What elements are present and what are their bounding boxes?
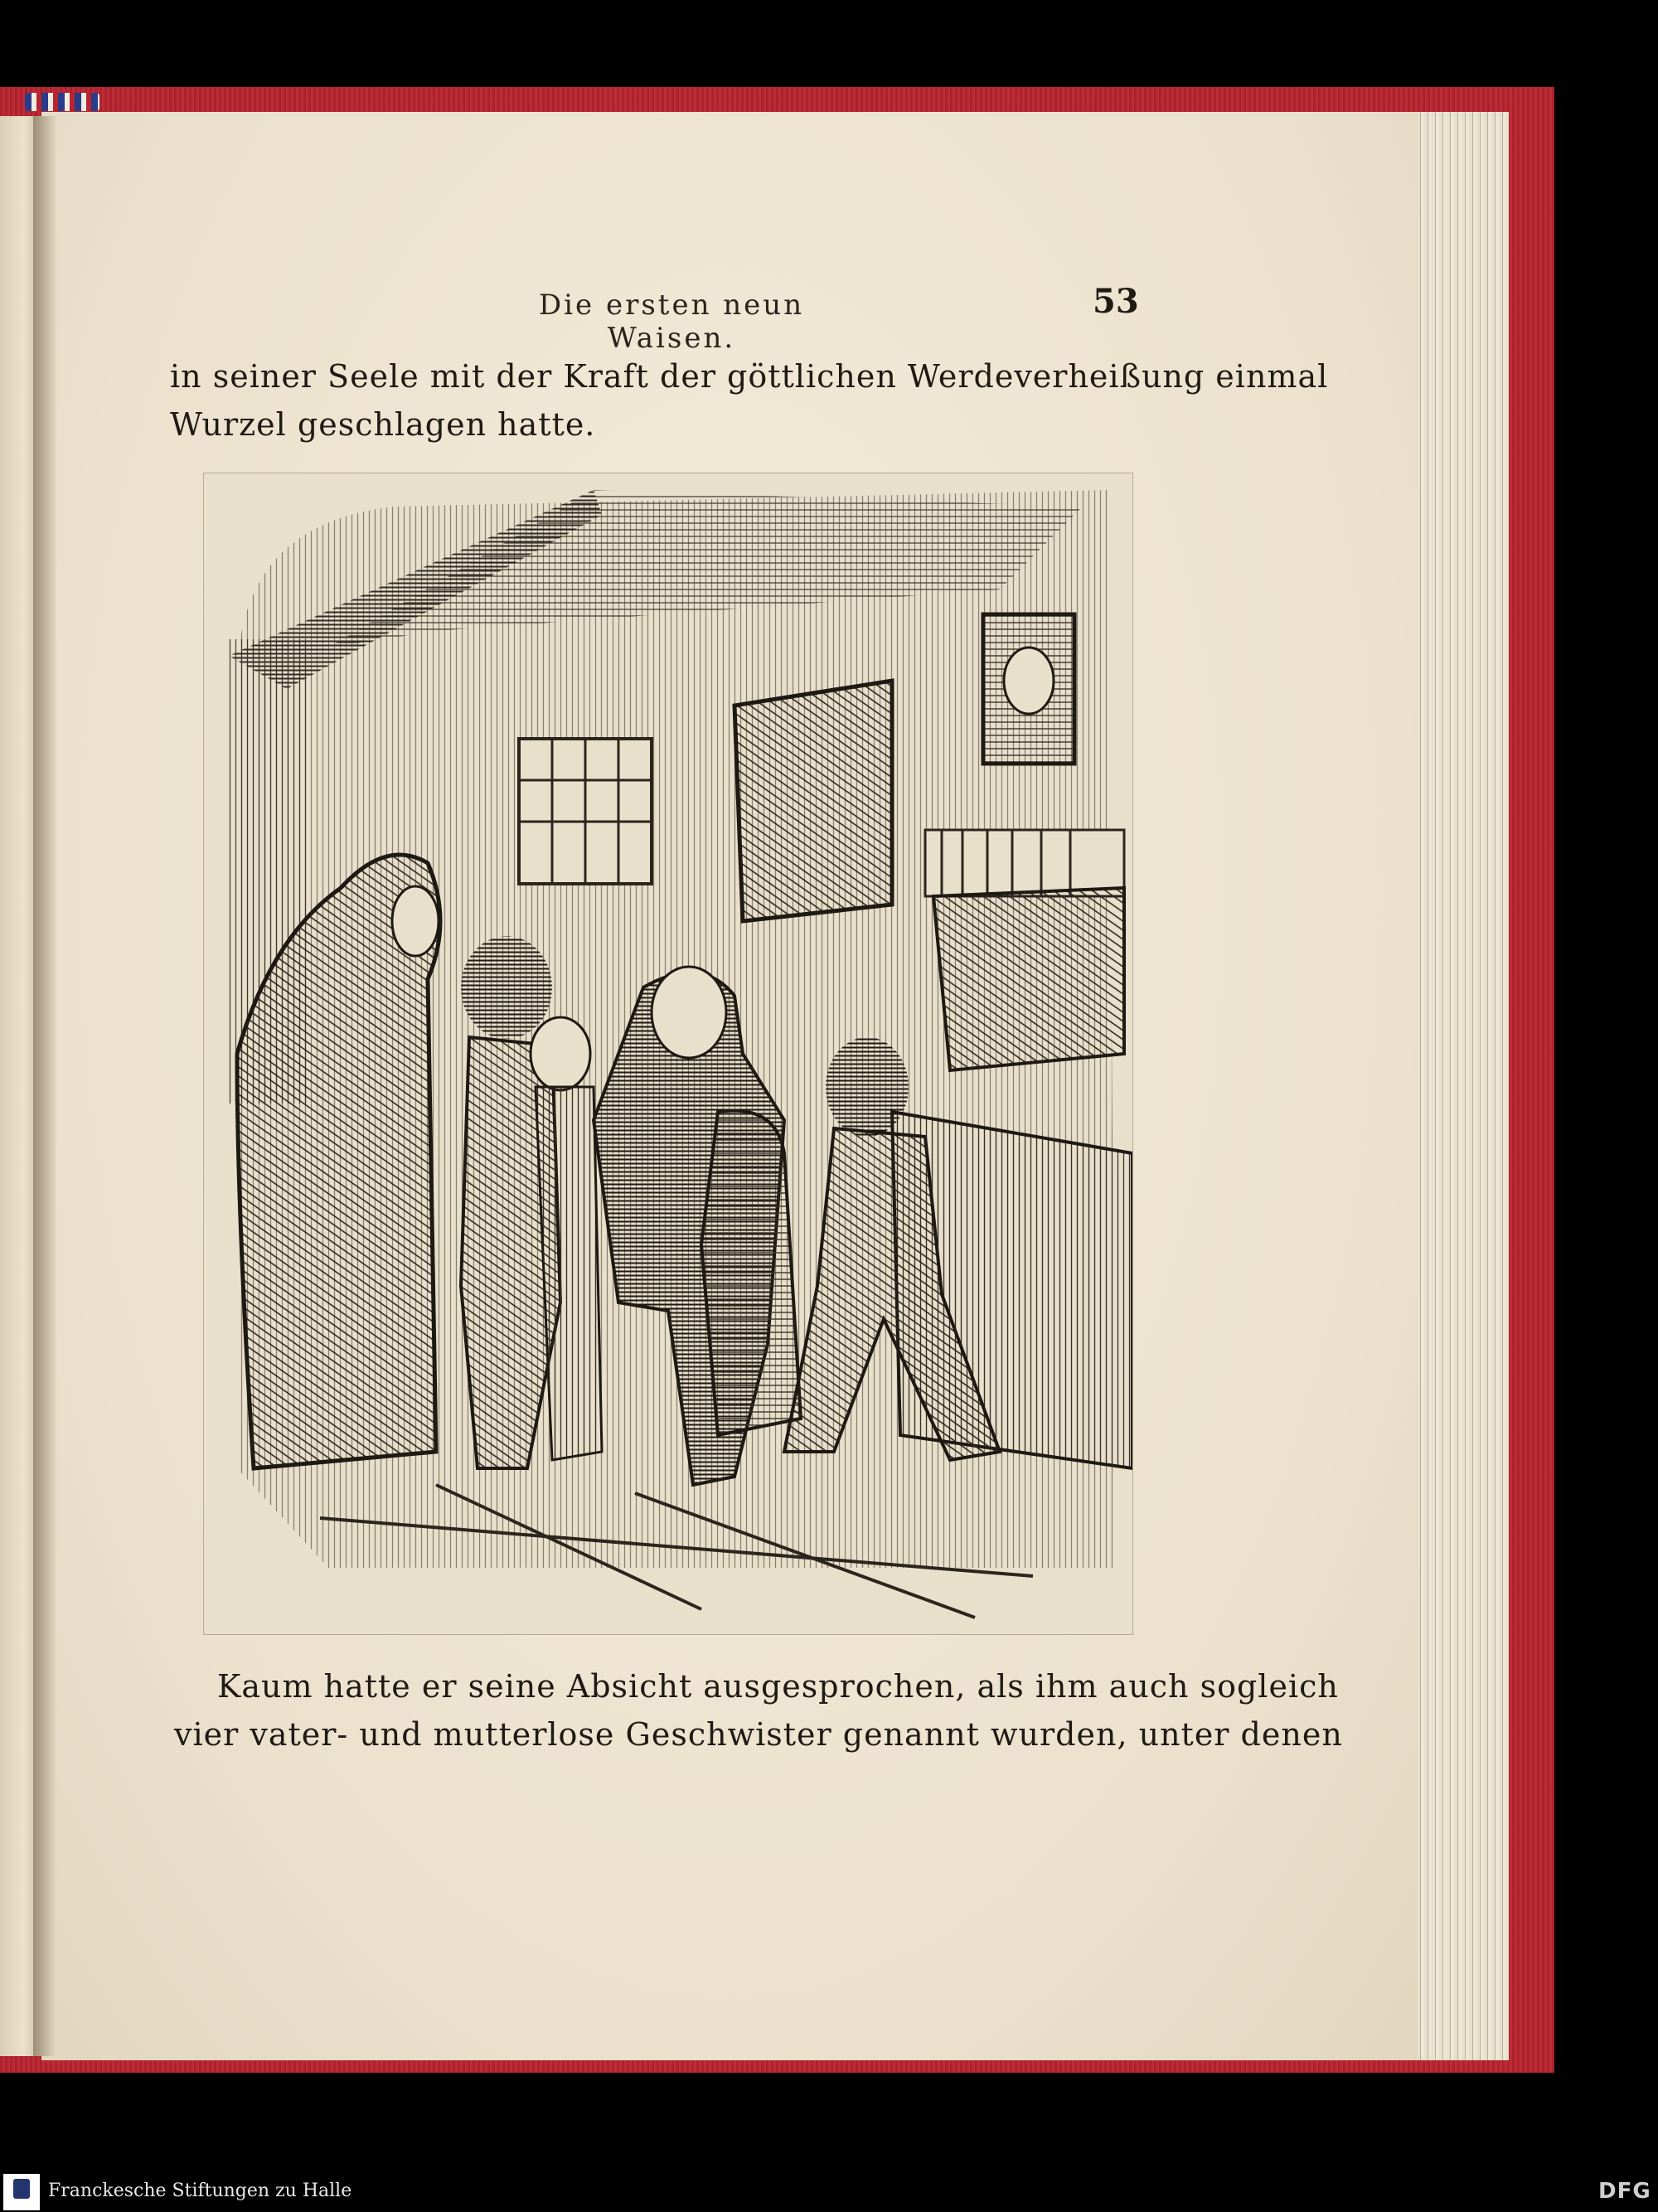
text-line: Wurzel geschlagen hatte. (170, 406, 596, 443)
figure-girl (701, 1111, 801, 1435)
dfg-logo[interactable]: DFG (1598, 2179, 1651, 2204)
bookbinding-thread (25, 93, 99, 111)
page-gutter (33, 116, 56, 2056)
text-line: vier vater- und mutterlose Geschwister genannt wurden, unter denen (174, 1716, 1343, 1753)
figure-small-boy (531, 1017, 590, 1090)
institution-label[interactable]: Franckesche Stiftungen zu Halle (48, 2180, 352, 2201)
writing-desk (933, 888, 1124, 1070)
text-line: in seiner Seele mit der Kraft der göttlichen Werdeverheißung einmal (170, 358, 1329, 395)
page-number: 53 (1093, 282, 1139, 321)
figure-boy-right (826, 1037, 909, 1137)
engraving-illustration (203, 473, 1133, 1635)
running-head: Die ersten neun Waisen. (538, 289, 805, 355)
franckesche-stiftungen-logo[interactable] (3, 2174, 40, 2210)
wall-cabinet (734, 681, 892, 921)
text-line: Kaum hatte er seine Absicht ausgesprochen, als ihm auch sogleich (217, 1668, 1339, 1705)
page-edges-right (1409, 112, 1509, 2060)
book-shelf (925, 830, 1124, 896)
engraving-drawing (204, 473, 1132, 1634)
figure-boy-left (461, 936, 552, 1039)
